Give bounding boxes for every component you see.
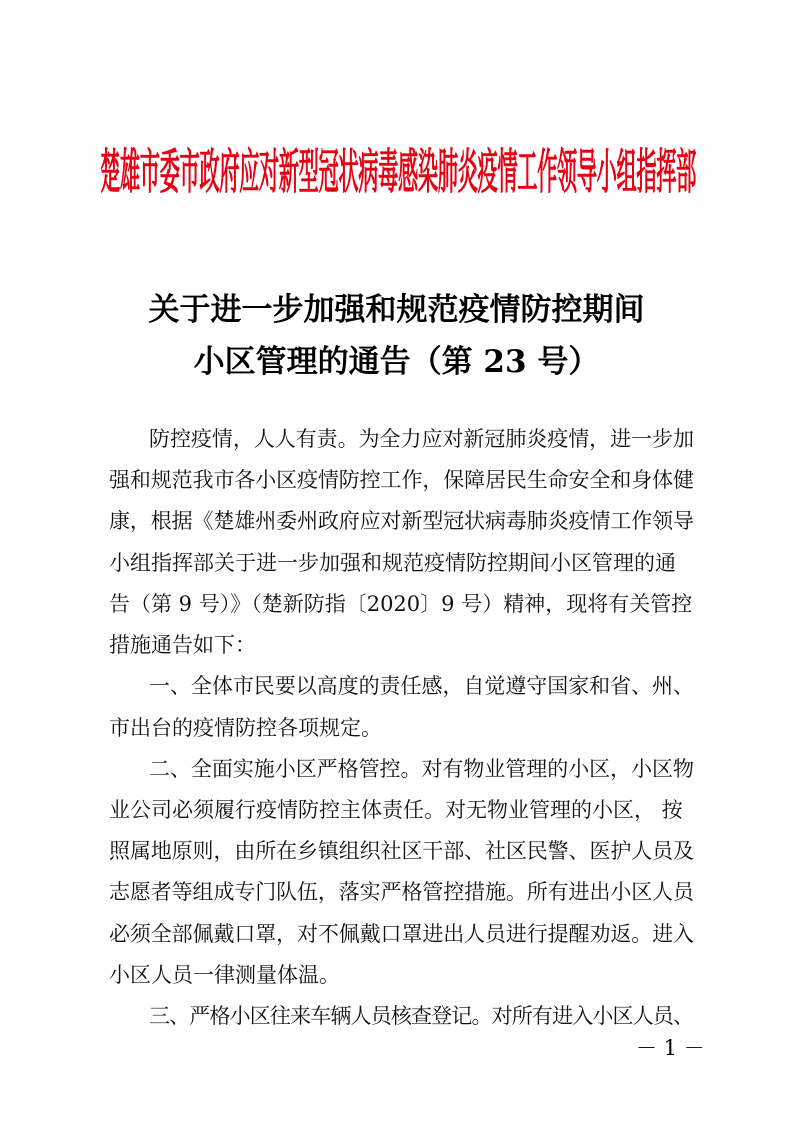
- body-line: 小区人员一律测量体温。: [109, 962, 340, 987]
- document-title-line-1: 关于进一步加强和规范疫情防控期间: [148, 292, 645, 328]
- body-line: 三、严格小区往来车辆人员核查登记。对所有进入小区人员、: [149, 1004, 694, 1028]
- body-line: 业公司必须履行疫情防控主体责任。对无物业管理的小区， 按: [109, 797, 683, 822]
- body-line: 市出台的疫情防控各项规定。: [109, 715, 382, 740]
- body-line: 一、全体市民要以高度的责任感，自觉遵守国家和省、州、: [149, 674, 694, 699]
- body-line: 康，根据《楚雄州委州政府应对新型冠状病毒肺炎疫情工作领导: [109, 509, 694, 534]
- org-header: [100, 132, 696, 212]
- body-line: 照属地原则，由所在乡镇组织社区干部、社区民警、医护人员及: [109, 839, 694, 864]
- page-number: － 1 －: [636, 1036, 705, 1060]
- body-line: 必须全部佩戴口罩，对不佩戴口罩进出人员进行提醒劝返。进入: [109, 921, 694, 946]
- body-line: 小组指挥部关于进一步加强和规范疫情防控期间小区管理的通: [109, 550, 676, 575]
- org-header-text: 楚雄市委市政府应对新型冠状病毒感染肺炎疫情工作领导小组指挥部: [100, 144, 696, 200]
- document-title-line-2: 小区管理的通告（第 23 号）: [193, 344, 600, 380]
- body-line: 强和规范我市各小区疫情防控工作，保障居民生命安全和身体健: [109, 468, 694, 493]
- body-line: 防控疫情，人人有责。为全力应对新冠肺炎疫情，进一步加: [149, 427, 694, 451]
- body-line: 措施通告如下：: [109, 633, 256, 658]
- body-line: 告（第 9 号）》（楚新防指〔2020〕9 号）精神，现将有关管控: [109, 591, 693, 616]
- body-line: 志愿者等组成专门队伍，落实严格管控措施。所有进出小区人员: [109, 880, 694, 905]
- body-line: 二、全面实施小区严格管控。对有物业管理的小区，小区物: [149, 756, 694, 781]
